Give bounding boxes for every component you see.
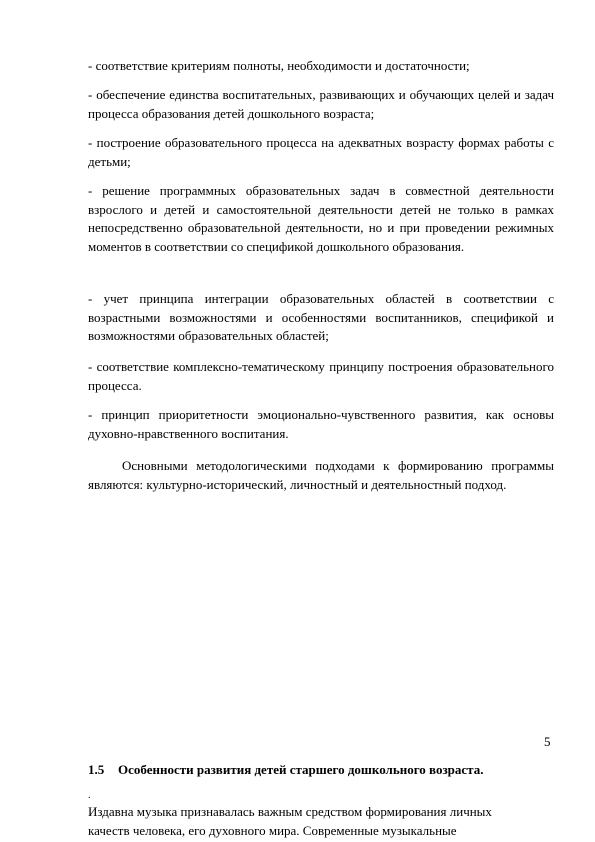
paragraph-criteria: - соответствие критериям полноты, необходимости и достаточности; xyxy=(88,58,470,73)
paragraph-age-forms: - построение образовательного процесса на адекватных возрасту формах работы с детьми; xyxy=(88,135,554,169)
paragraph-unity-goals: - обеспечение единства воспитательных, развивающих и обучающих целей и задач процесса образования детей дошкольного возраста; xyxy=(88,87,554,121)
section-heading xyxy=(88,762,483,778)
paragraph-thematic: - соответствие комплексно-тематическому принципу построения образовательного процесса. xyxy=(88,359,554,393)
paragraph-emotional: - принцип приоритетности эмоционально-чувственного развития, как основы духовно-нравственного воспитания. xyxy=(88,407,554,441)
paragraph-integration: - учет принципа интеграции образовательных областей в соответствии с возрастными возможностями и особенностями воспитанников, спецификой и возможностями образовательных областей; xyxy=(88,291,554,343)
page-number: 5 xyxy=(544,734,551,749)
section-body-text: Издавна музыка признавалась важным средством формирования личных качеств человека, его духовного мира. Современные музыкальные xyxy=(88,804,492,838)
section-number: 1.5 xyxy=(88,762,105,777)
paragraph-program-tasks: - решение программных образовательных задач в совместной деятельности взрослого и детей и самостоятельной деятельности детей не только в рамках непосредственно образовательной деятельности, но и при проведении режимных моментов в соответствии со спецификой дошкольного образования. xyxy=(88,183,554,254)
bullet-dot: . xyxy=(88,790,91,801)
section-title: Особенности развития детей старшего дошкольного возраста. xyxy=(118,762,484,777)
paragraph-methodology: Основными методологическими подходами к формированию программы являются: культурно-исторический, личностный и деятельностный подход. xyxy=(88,458,554,492)
